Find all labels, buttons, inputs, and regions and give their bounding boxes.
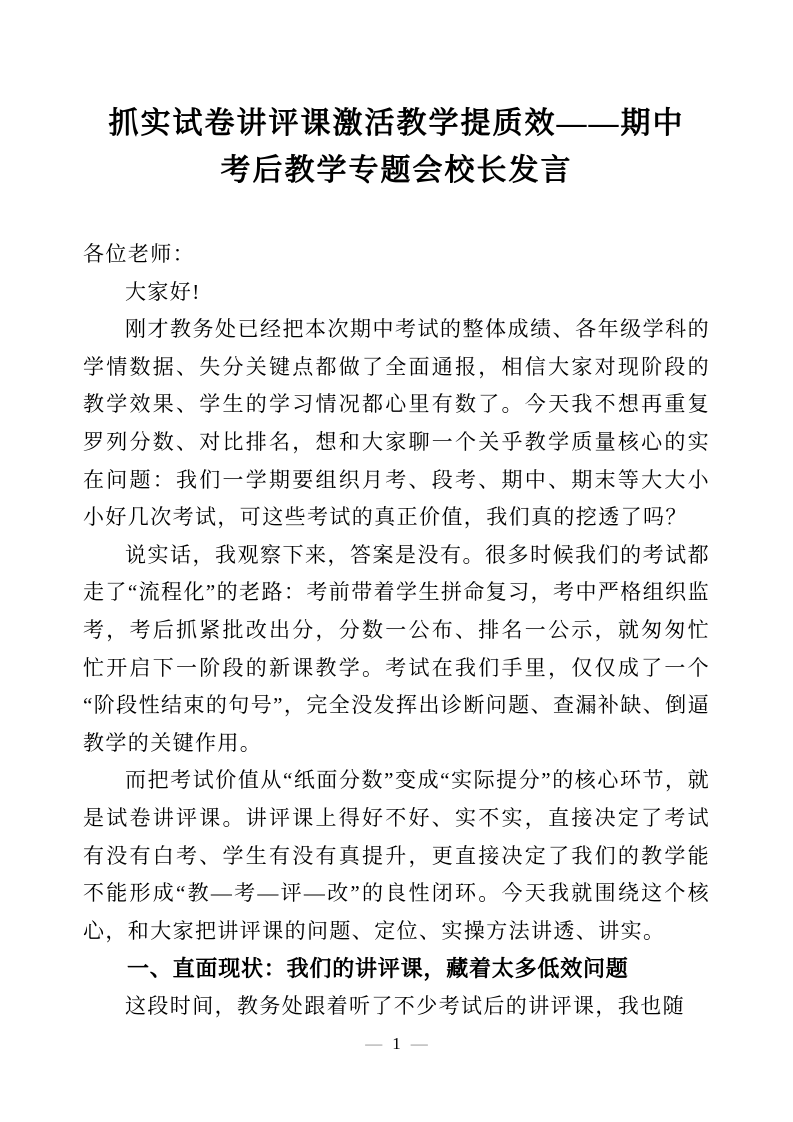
greeting: 大家好! <box>125 279 201 304</box>
footer-dash-left: — <box>365 1034 383 1053</box>
document-title: 抓实试卷讲评课激活教学提质效——期中考后教学专题会校长发言 <box>108 107 685 187</box>
page-number: 1 <box>392 1034 401 1053</box>
paragraph: 而把考试价值从“纸面分数”变成“实际提分”的核心环节，就是试卷讲评课。讲评课上得好不好、实不实，直接决定了考试有没有白考、学生有没有真提升，更直接决定了我们的教学能不能形成“教—考—评—改”的良性闭环。今天我就围绕这个核心，和大家把讲评课的问题、定位、实操方法讲透、讲实。 <box>83 768 710 943</box>
page-footer <box>0 1032 793 1056</box>
paragraph: 说实话，我观察下来，答案是没有。很多时候我们的考试都走了“流程化”的老路：考前带着学生拼命复习，考中严格组织监考，考后抓紧批改出分，分数一公布、排名一公示，就匆匆忙忙开启下一阶段的新课教学。考试在我们手里，仅仅成了一个“阶段性结束的句号”，完全没发挥出诊断问题、查漏补缺、倒逼教学的关键作用。 <box>83 542 710 755</box>
salutation: 各位老师： <box>83 242 195 266</box>
section-heading: 一、直面现状：我们的讲评课，藏着太多低效问题 <box>127 956 629 982</box>
paragraph: 这段时间，教务处跟着听了不少考试后的讲评课，我也随 <box>125 993 685 1018</box>
footer-dash-right: — <box>410 1034 428 1053</box>
document-body <box>83 236 710 1025</box>
paragraph: 刚才教务处已经把本次期中考试的整体成绩、各年级学科的学情数据、失分关键点都做了全面通报，相信大家对现阶段的教学效果、学生的学习情况都心里有数了。今天我不想再重复罗列分数、对比排名，想和大家聊一个关乎教学质量核心的实在问题：我们一学期要组织月考、段考、期中、期末等大大小小好几次考试，可这些考试的真正价值，我们真的挖透了吗？ <box>83 317 710 530</box>
